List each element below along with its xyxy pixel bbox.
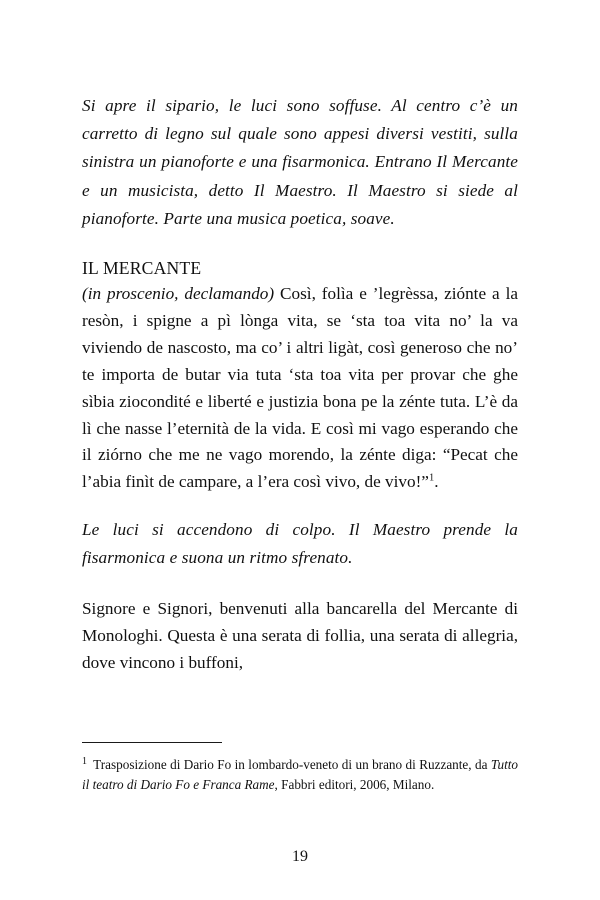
stage-direction-lights: Le luci si accendono di colpo. Il Maestro prende la fisarmonica e suona un ritmo sfrenato. <box>82 520 518 568</box>
footnote-text-after-title: , Fabbri editori, 2006, Milano. <box>274 776 435 792</box>
footnote-text <box>82 755 518 795</box>
footnote-separator-rule <box>82 742 222 743</box>
speech-trailing-punctuation: . <box>434 472 439 492</box>
speaker-name: IL MERCANTE <box>82 258 202 279</box>
body-paragraph: Signore e Signori, benvenuti alla bancarella del Mercante di Monologhi. Questa è una serata di follia, una serata di allegria, dove vincono i buffoni, <box>82 599 518 673</box>
footnote-area <box>82 742 518 795</box>
footnote-number: 1 <box>82 755 87 767</box>
footnote-work-title: Tutto il teatro di Dario Fo e Franca Rame <box>82 757 518 792</box>
speech-paragraph <box>82 281 518 496</box>
footnote-text-before-title: Trasposizione di Dario Fo in lombardo-veneto di un brano di Ruzzante, da <box>90 757 491 772</box>
page-number: 19 <box>292 848 308 865</box>
stage-direction-opening: Si apre il sipario, le luci sono soffuse. Al centro c’è un carretto di legno sul quale sono appesi diversi vestiti, sulla sinistra un pianoforte e una fisarmonica. Entrano Il Mercante e un musicista, detto Il Maestro. Il Maestro si siede al pianoforte. Parte una musica poetica, soave. <box>82 96 518 228</box>
speech-body-text: Così, folìa e ’legrèssa, ziónte a la resòn, i spigne a pì lònga vita, se ‘sta toa vita no’ la va viviendo de nascosto, ma co’ i altri ligàt, così generoso che no’ te importa de butar via tuta ‘sta toa vita per provar che ghe sìbia ziocondité e liberté e justizia bona pe la zénte tuta. L’è da lì che nasse l’eternità de la vida. E così mi vago esperando che il ziórno che me ne vago morendo, la zénte diga: “Pecat che l’abia finìt de campare, a l’era così vivo, de vivo!” <box>82 284 518 492</box>
footnote-reference-marker: 1 <box>428 472 435 484</box>
speech-parenthetical: (in proscenio, declamando) <box>82 284 275 304</box>
